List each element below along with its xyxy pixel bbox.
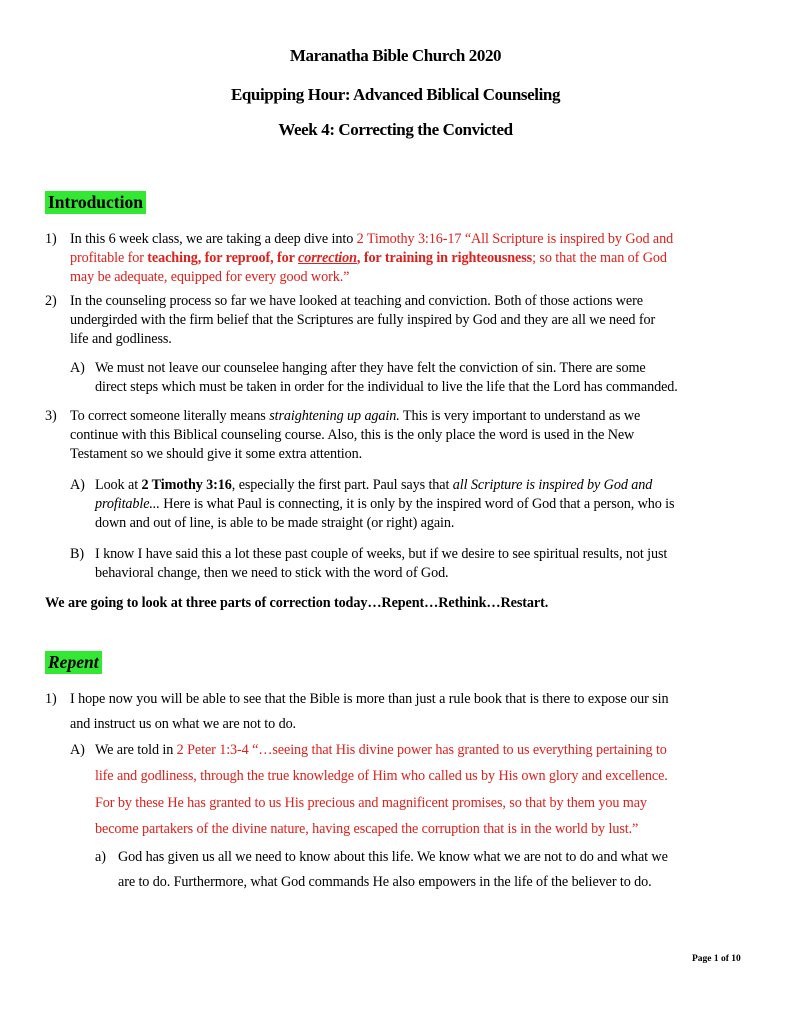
italic-run: all Scripture is inspired by God and (452, 477, 653, 493)
intro-point-1-line-3: may be adequate, equipped for every good work.” (70, 269, 350, 285)
repent-point-1-line-1: I hope now you will be able to see that the Bible is more than just a rule book that is there to expose our sin (70, 691, 669, 707)
church-title: Maranatha Bible Church 2020 (289, 46, 502, 65)
list-number: 1) (45, 691, 57, 707)
text-run: , especially the first part. Paul says that (231, 477, 453, 493)
list-letter: A) (70, 477, 85, 493)
introduction-heading: Introduction (45, 191, 146, 214)
scripture-reference: 2 Timothy 3:16-17 “All Scripture is inspired by God and (356, 231, 674, 247)
intro-point-2-line-2: undergirded with the firm belief that the Scriptures are fully inspired by God and they are all we need for (70, 312, 656, 328)
repent-heading: Repent (45, 651, 102, 674)
italic-run: straightening up again. (269, 408, 400, 424)
intro-point-3-line-3: Testament so we should give it some extra attention. (70, 446, 363, 462)
repent-point-1a-line-1 (95, 742, 667, 759)
text-run: This is very important to understand as we (399, 408, 641, 424)
list-letter: A) (70, 742, 85, 758)
text-run: To correct someone literally means (70, 408, 270, 424)
week-title: Week 4: Correcting the Convicted (278, 120, 513, 139)
text-run: profitable for (70, 250, 148, 266)
intro-point-3b-line-1: I know I have said this a lot these past couple of weeks, but if we desire to see spiritual results, not just (95, 546, 668, 562)
intro-point-3-line-1 (70, 408, 640, 425)
bold-run: teaching, for reproof, for (147, 250, 299, 266)
repent-point-1a-line-2: life and godliness, through the true knowledge of Him who called us by His own glory and excellence. (95, 768, 668, 784)
correction-emphasis: correction (298, 250, 357, 266)
list-letter: B) (70, 546, 84, 562)
intro-point-3a-line-1 (95, 477, 652, 494)
intro-point-3-line-2: continue with this Biblical counseling course. Also, this is the only place the word is used in the New (70, 427, 635, 443)
intro-point-2-line-3: life and godliness. (70, 331, 172, 347)
list-number: 2) (45, 293, 57, 309)
text-run: ; so that the man of God (532, 250, 667, 266)
intro-point-1-line-1 (70, 231, 673, 248)
text-run: Look at (95, 477, 142, 493)
list-number: 1) (45, 231, 57, 247)
repent-point-1a-line-4: become partakers of the divine nature, having escaped the corruption that is in the world by lust.” (95, 821, 639, 837)
list-letter: A) (70, 360, 85, 376)
intro-point-2-line-1: In the counseling process so far we have looked at teaching and conviction. Both of those actions were (70, 293, 643, 309)
text-run: In this 6 week class, we are taking a deep dive into (70, 231, 357, 247)
summary-line: We are going to look at three parts of correction today…Repent…Rethink…Restart. (45, 595, 549, 611)
repent-point-1a-a-line-2: are to do. Furthermore, what God commands He also empowers in the life of the believer to do. (118, 874, 652, 890)
list-letter: a) (95, 849, 106, 865)
intro-point-3a-line-2 (95, 496, 674, 513)
repent-point-1a-a-line-1: God has given us all we need to know about this life. We know what we are not to do and what we (118, 849, 668, 865)
italic-run: profitable... (95, 496, 160, 512)
text-run: We are told in (95, 742, 177, 758)
list-number: 3) (45, 408, 57, 424)
scripture-quote: 2 Peter 1:3-4 “…seeing that His divine power has granted to us everything pertaining to (176, 742, 667, 758)
intro-point-1-line-2 (70, 250, 667, 267)
repent-point-1-line-2: and instruct us on what we are not to do. (70, 716, 297, 732)
course-title: Equipping Hour: Advanced Biblical Counseling (230, 85, 561, 104)
page-number: Page 1 of 10 (692, 954, 741, 964)
intro-point-2a-line-2: direct steps which must be taken in order for the individual to live the life that the Lord has commanded. (95, 379, 678, 395)
repent-point-1a-line-3: For by these He has granted to us His precious and magnificent promises, so that by them you may (95, 795, 647, 811)
intro-point-2a-line-1: We must not leave our counselee hanging after they have felt the conviction of sin. There are some (95, 360, 646, 376)
bold-run: , for training in righteousness (356, 250, 533, 266)
intro-point-3a-line-3: down and out of line, is able to be made straight (or right) again. (95, 515, 455, 531)
bold-run: 2 Timothy 3:16 (141, 477, 232, 493)
intro-point-3b-line-2: behavioral change, then we need to stick with the word of God. (95, 565, 449, 581)
text-run: Here is what Paul is connecting, it is only by the inspired word of God that a person, who is (159, 496, 675, 512)
